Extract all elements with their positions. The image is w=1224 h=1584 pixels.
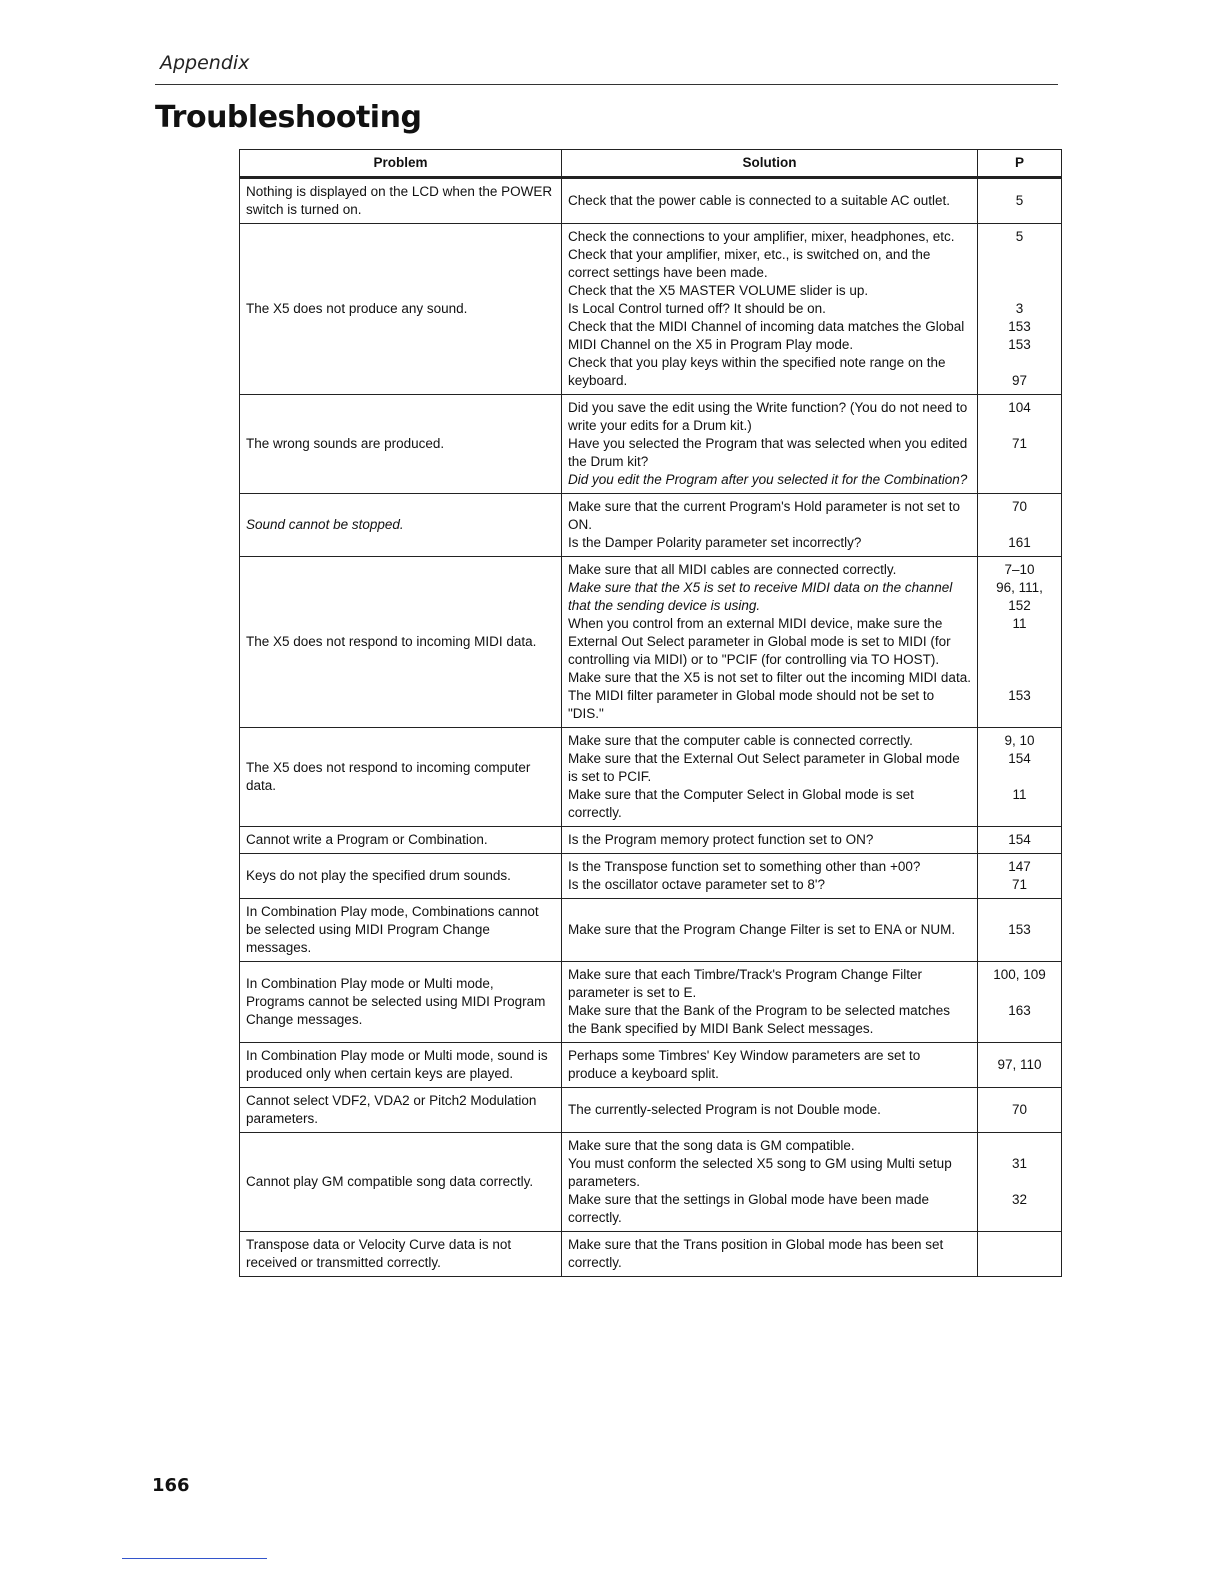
- solution-text: Make sure that all MIDI cables are connected correctly.: [568, 562, 897, 577]
- page-ref: 163: [1008, 1003, 1031, 1018]
- solution-text: The currently-selected Program is not Double mode.: [568, 1102, 881, 1117]
- problem-text: In Combination Play mode or Multi mode, Programs cannot be selected using MIDI Program Change messages.: [246, 976, 546, 1027]
- column-header-page: P: [978, 150, 1062, 178]
- problem-cell: [240, 1232, 562, 1277]
- problem-cell: [240, 178, 562, 224]
- page-spacer: [984, 1137, 1055, 1155]
- problem-text: Keys do not play the specified drum sounds.: [246, 868, 511, 883]
- problem-text: Transpose data or Velocity Curve data is not received or transmitted correctly.: [246, 1237, 512, 1270]
- table-row: [240, 395, 1062, 494]
- solution-cell: [562, 827, 978, 854]
- solution-text: Make sure that the settings in Global mode have been made correctly.: [568, 1192, 929, 1225]
- page-spacer: [984, 984, 1055, 1002]
- page-ref: 152: [1008, 598, 1031, 613]
- solution-text: Did you save the edit using the Write function? (You do not need to write your edits for a Drum kit.): [568, 400, 968, 433]
- page-ref: 154: [1008, 751, 1031, 766]
- column-header-problem: Problem: [240, 150, 562, 178]
- solution-text: Perhaps some Timbres' Key Window parameters are set to produce a keyboard split.: [568, 1048, 921, 1081]
- problem-cell: [240, 557, 562, 728]
- page-ref: 97: [1011, 373, 1028, 388]
- solution-text: Did you edit the Program after you selected it for the Combination?: [568, 472, 968, 487]
- page-spacer: [984, 354, 1055, 372]
- table-row: [240, 827, 1062, 854]
- page-ref: 153: [1008, 688, 1031, 703]
- page-ref: 96, 111,: [996, 580, 1043, 595]
- page-title: Troubleshooting: [155, 100, 422, 135]
- page-ref: 153: [1008, 337, 1031, 352]
- page-spacer: [984, 669, 1055, 687]
- table-row: [240, 1088, 1062, 1133]
- page-spacer: [984, 417, 1055, 435]
- problem-cell: [240, 962, 562, 1043]
- table-row: [240, 224, 1062, 395]
- page-ref: 147: [1008, 859, 1031, 874]
- page-spacer: [984, 264, 1055, 282]
- problem-cell: [240, 1133, 562, 1232]
- table-header-row: [240, 150, 1062, 178]
- footer-divider: [122, 1558, 267, 1559]
- problem-cell: [240, 827, 562, 854]
- page-ref: 11: [1012, 787, 1027, 802]
- solution-cell: [562, 728, 978, 827]
- solution-text: Make sure that the computer cable is connected correctly.: [568, 733, 913, 748]
- page-cell: [978, 728, 1062, 827]
- page-cell: [978, 224, 1062, 395]
- problem-text: The X5 does not respond to incoming MIDI data.: [246, 634, 537, 649]
- page-ref: 104: [1008, 400, 1031, 415]
- page-spacer: [984, 651, 1055, 669]
- solution-cell: [562, 395, 978, 494]
- solution-text: When you control from an external MIDI device, make sure the External Out Select parameter in Global mode is set to MIDI (for controlling via MIDI) or to "PCIF (for controlling via TO HOST).: [568, 616, 951, 667]
- page-spacer: [984, 633, 1055, 651]
- page-spacer: [984, 282, 1055, 300]
- problem-cell: [240, 395, 562, 494]
- page-cell: [978, 1232, 1062, 1277]
- problem-cell: [240, 1088, 562, 1133]
- solution-text: You must conform the selected X5 song to GM using Multi setup parameters.: [568, 1156, 952, 1189]
- problem-text: The X5 does not produce any sound.: [246, 301, 468, 316]
- table-row: [240, 178, 1062, 224]
- page-cell: [978, 557, 1062, 728]
- solution-text: Make sure that the Program Change Filter is set to ENA or NUM.: [568, 922, 956, 937]
- page-ref: 7–10: [1004, 562, 1035, 577]
- page-ref: 5: [1015, 229, 1024, 244]
- table-row: [240, 494, 1062, 557]
- table-row: [240, 1232, 1062, 1277]
- page-ref: 11: [1012, 616, 1027, 631]
- solution-cell: [562, 854, 978, 899]
- page-cell: [978, 1043, 1062, 1088]
- solution-cell: [562, 494, 978, 557]
- problem-text: Cannot write a Program or Combination.: [246, 832, 488, 847]
- header-divider: [155, 84, 1058, 85]
- page-ref: 153: [1008, 922, 1031, 937]
- page-cell: [978, 962, 1062, 1043]
- solution-cell: [562, 962, 978, 1043]
- problem-cell: [240, 224, 562, 395]
- page-ref: 31: [1011, 1156, 1028, 1171]
- solution-cell: [562, 1133, 978, 1232]
- solution-text: Check that the X5 MASTER VOLUME slider is up.: [568, 283, 869, 298]
- solution-text: Check that you play keys within the specified note range on the keyboard.: [568, 355, 946, 388]
- solution-cell: [562, 224, 978, 395]
- table-row: [240, 899, 1062, 962]
- table-row: [240, 854, 1062, 899]
- solution-text: Make sure that the current Program's Hold parameter is not set to ON.: [568, 499, 961, 532]
- page-cell: [978, 899, 1062, 962]
- problem-cell: [240, 899, 562, 962]
- table-row: [240, 728, 1062, 827]
- solution-text: Is the Damper Polarity parameter set incorrectly?: [568, 535, 862, 550]
- problem-text: Cannot play GM compatible song data correctly.: [246, 1174, 534, 1189]
- problem-cell: [240, 854, 562, 899]
- solution-text: Check that the MIDI Channel of incoming data matches the Global MIDI Channel on the X5 in Program Play mode.: [568, 319, 965, 352]
- page-cell: [978, 395, 1062, 494]
- solution-text: Make sure that the External Out Select parameter in Global mode is set to PCIF.: [568, 751, 960, 784]
- problem-text: In Combination Play mode or Multi mode, sound is produced only when certain keys are played.: [246, 1048, 548, 1081]
- solution-text: Is the Transpose function set to something other than +00?: [568, 859, 921, 874]
- section-label: Appendix: [160, 52, 250, 74]
- table-row: [240, 962, 1062, 1043]
- solution-text: Is Local Control turned off? It should be on.: [568, 301, 826, 316]
- solution-cell: [562, 178, 978, 224]
- solution-text: Is the Program memory protect function set to ON?: [568, 832, 874, 847]
- page-number: 166: [152, 1475, 190, 1496]
- page-cell: [978, 1133, 1062, 1232]
- problem-text: The X5 does not respond to incoming computer data.: [246, 760, 531, 793]
- page-ref: 71: [1011, 877, 1028, 892]
- solution-text: Make sure that the song data is GM compatible.: [568, 1138, 855, 1153]
- problem-cell: [240, 728, 562, 827]
- solution-text: Make sure that the Bank of the Program to be selected matches the Bank specified by MIDI Bank Select messages.: [568, 1003, 950, 1036]
- solution-text: Is the oscillator octave parameter set to 8'?: [568, 877, 825, 892]
- solution-text: Make sure that each Timbre/Track's Program Change Filter parameter is set to E.: [568, 967, 922, 1000]
- page-spacer: [984, 1173, 1055, 1191]
- page-cell: [978, 827, 1062, 854]
- page-cell: [978, 178, 1062, 224]
- page-cell: [978, 1088, 1062, 1133]
- page-ref: 32: [1011, 1192, 1028, 1207]
- solution-text: Check the connections to your amplifier, mixer, headphones, etc.: [568, 229, 955, 244]
- table-row: [240, 1133, 1062, 1232]
- page-ref: 70: [1011, 499, 1028, 514]
- page-ref: 97, 110: [997, 1057, 1042, 1072]
- page-ref: 9, 10: [1004, 733, 1035, 748]
- solution-text: Make sure that the Trans position in Global mode has been set correctly.: [568, 1237, 944, 1270]
- solution-cell: [562, 1232, 978, 1277]
- page-ref: 71: [1011, 436, 1028, 451]
- page-cell: [978, 854, 1062, 899]
- solution-text: Make sure that the X5 is not set to filter out the incoming MIDI data. The MIDI filter parameter in Global mode should not be set to "DIS.": [568, 670, 971, 721]
- solution-text: Make sure that the X5 is set to receive MIDI data on the channel that the sending device is using.: [568, 580, 953, 613]
- problem-text: In Combination Play mode, Combinations cannot be selected using MIDI Program Change messages.: [246, 904, 539, 955]
- column-header-solution: Solution: [562, 150, 978, 178]
- page-spacer: [984, 246, 1055, 264]
- page-cell: [978, 494, 1062, 557]
- solution-text: Check that the power cable is connected to a suitable AC outlet.: [568, 193, 950, 208]
- solution-cell: [562, 899, 978, 962]
- solution-cell: [562, 557, 978, 728]
- solution-text: Check that your amplifier, mixer, etc., is switched on, and the correct settings have been made.: [568, 247, 931, 280]
- page-ref: 70: [1011, 1102, 1028, 1117]
- page-spacer: [984, 516, 1055, 534]
- solution-cell: [562, 1043, 978, 1088]
- problem-cell: [240, 1043, 562, 1088]
- table-row: [240, 557, 1062, 728]
- solution-text: Have you selected the Program that was selected when you edited the Drum kit?: [568, 436, 968, 469]
- problem-cell: [240, 494, 562, 557]
- page-ref: 153: [1008, 319, 1031, 334]
- page-ref: 100, 109: [993, 967, 1046, 982]
- solution-text: Make sure that the Computer Select in Global mode is set correctly.: [568, 787, 914, 820]
- table-row: [240, 1043, 1062, 1088]
- page-ref: 5: [1015, 193, 1024, 208]
- problem-text: Sound cannot be stopped.: [246, 517, 404, 532]
- problem-text: The wrong sounds are produced.: [246, 436, 445, 451]
- page-spacer: [984, 768, 1055, 786]
- page-ref: 154: [1008, 832, 1031, 847]
- problem-text: Nothing is displayed on the LCD when the POWER switch is turned on.: [246, 184, 553, 217]
- page-ref: 161: [1008, 535, 1031, 550]
- page-ref: 3: [1015, 301, 1024, 316]
- solution-cell: [562, 1088, 978, 1133]
- troubleshooting-table: [239, 149, 1062, 1277]
- problem-text: Cannot select VDF2, VDA2 or Pitch2 Modulation parameters.: [246, 1093, 537, 1126]
